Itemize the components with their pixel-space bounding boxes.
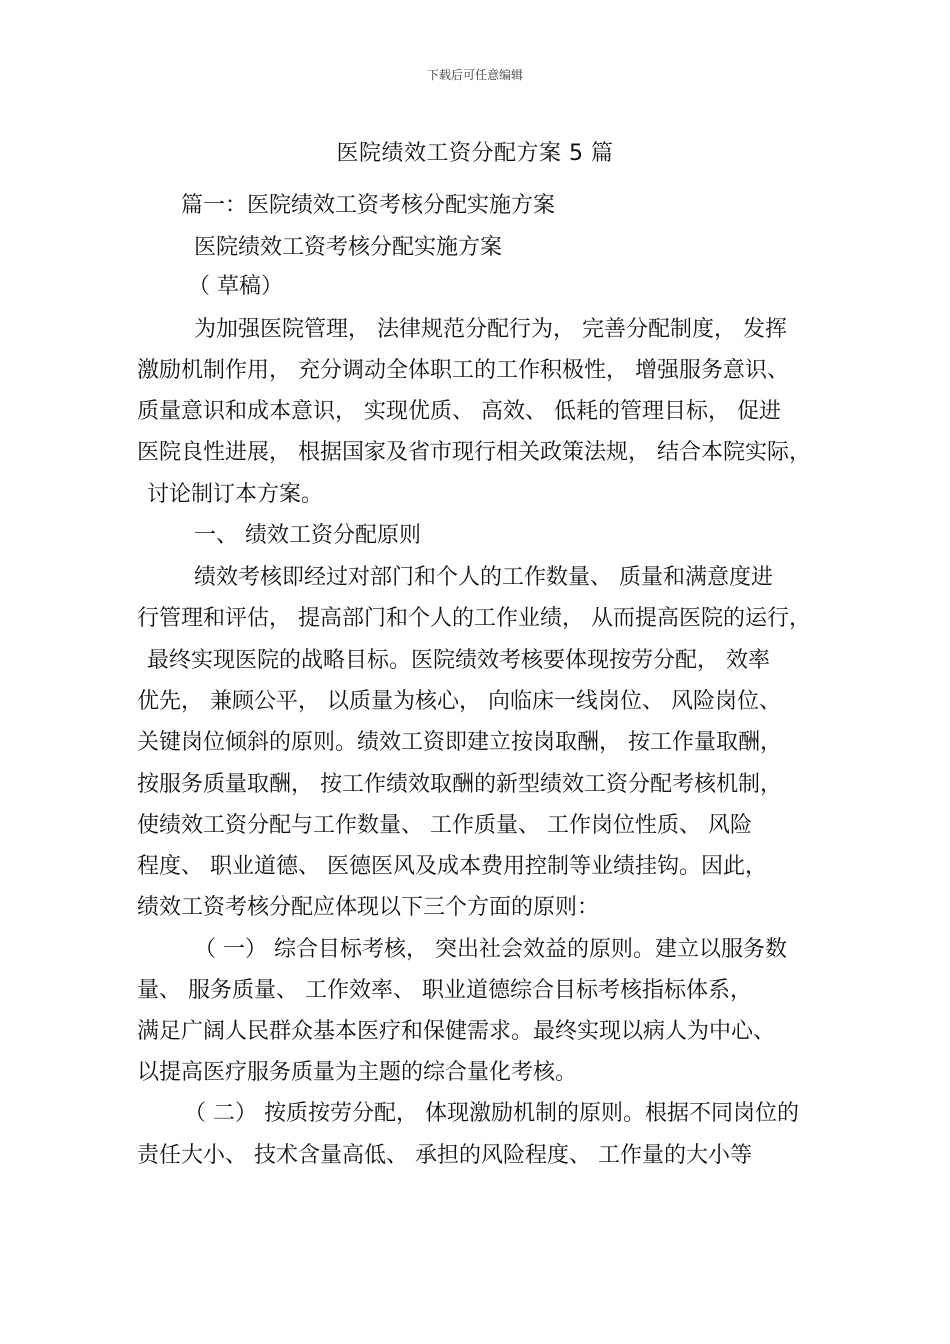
- draft-note: （ 草稿）: [188, 274, 283, 299]
- text-line: 行管理和评估， 提高部门和个人的工作业绩， 从而提高医院的运行，: [137, 606, 811, 631]
- text-line: 医院良性进展， 根据国家及省市现行相关政策法规， 结合本院实际，: [137, 440, 811, 465]
- subheading: 医院绩效工资考核分配实施方案: [194, 235, 503, 260]
- text-line: 以提高医疗服务质量为主题的综合量化考核。: [137, 1060, 578, 1085]
- text-line: 程度、 职业道德、 医德医风及成本费用控制等业绩挂钩。因此，: [137, 854, 767, 879]
- text-line: 责任大小、 技术含量高低、 承担的风险程度、 工作量的大小等: [137, 1143, 752, 1168]
- document-title: 医院绩效工资分配方案 5 篇: [336, 141, 614, 166]
- text-line: （ 二） 按质按劳分配， 体现激励机制的原则。根据不同岗位的: [184, 1101, 799, 1126]
- text-line: 优先， 兼顾公平， 以质量为核心， 向临床一线岗位、 风险岗位、: [137, 689, 781, 714]
- text-line: 量、 服务质量、 工作效率、 职业道德综合目标考核指标体系，: [137, 978, 752, 1003]
- text-line: 关键岗位倾斜的原则。绩效工资即建立按岗取酬， 按工作量取酬，: [137, 730, 782, 755]
- header-note: 下载后可任意编辑: [426, 68, 523, 82]
- text-line: 最终实现医院的战略目标。医院绩效考核要体现按劳分配， 效率: [147, 648, 770, 673]
- text-line: 满足广阔人民群众基本医疗和保健需求。最终实现以病人为中心、: [137, 1019, 776, 1044]
- text-line: 质量意识和成本意识， 实现优质、 高效、 低耗的管理目标， 促进: [137, 399, 781, 424]
- text-line: 激励机制作用， 充分调动全体职工的工作积极性， 增强服务意识、: [137, 358, 789, 383]
- text-line: 为加强医院管理， 法律规范分配行为， 完善分配制度， 发挥: [194, 317, 787, 342]
- text-line: 按服务质量取酬， 按工作绩效取酬的新型绩效工资分配考核机制，: [137, 772, 782, 797]
- section-heading: 一、 绩效工资分配原则: [194, 523, 421, 548]
- text-line: 使绩效工资分配与工作数量、 工作质量、 工作岗位性质、 风险: [137, 813, 752, 838]
- text-line: 绩效考核即经过对部门和个人的工作数量、 质量和满意度进: [194, 565, 773, 590]
- text-line: 讨论制订本方案。: [147, 482, 324, 507]
- section-heading: 篇一：医院绩效工资考核分配实施方案: [181, 193, 556, 218]
- text-line: 绩效工资考核分配应体现以下三个方面的原则：: [137, 895, 600, 920]
- text-line: （ 一） 综合目标考核， 突出社会效益的原则。建立以服务数: [194, 937, 787, 962]
